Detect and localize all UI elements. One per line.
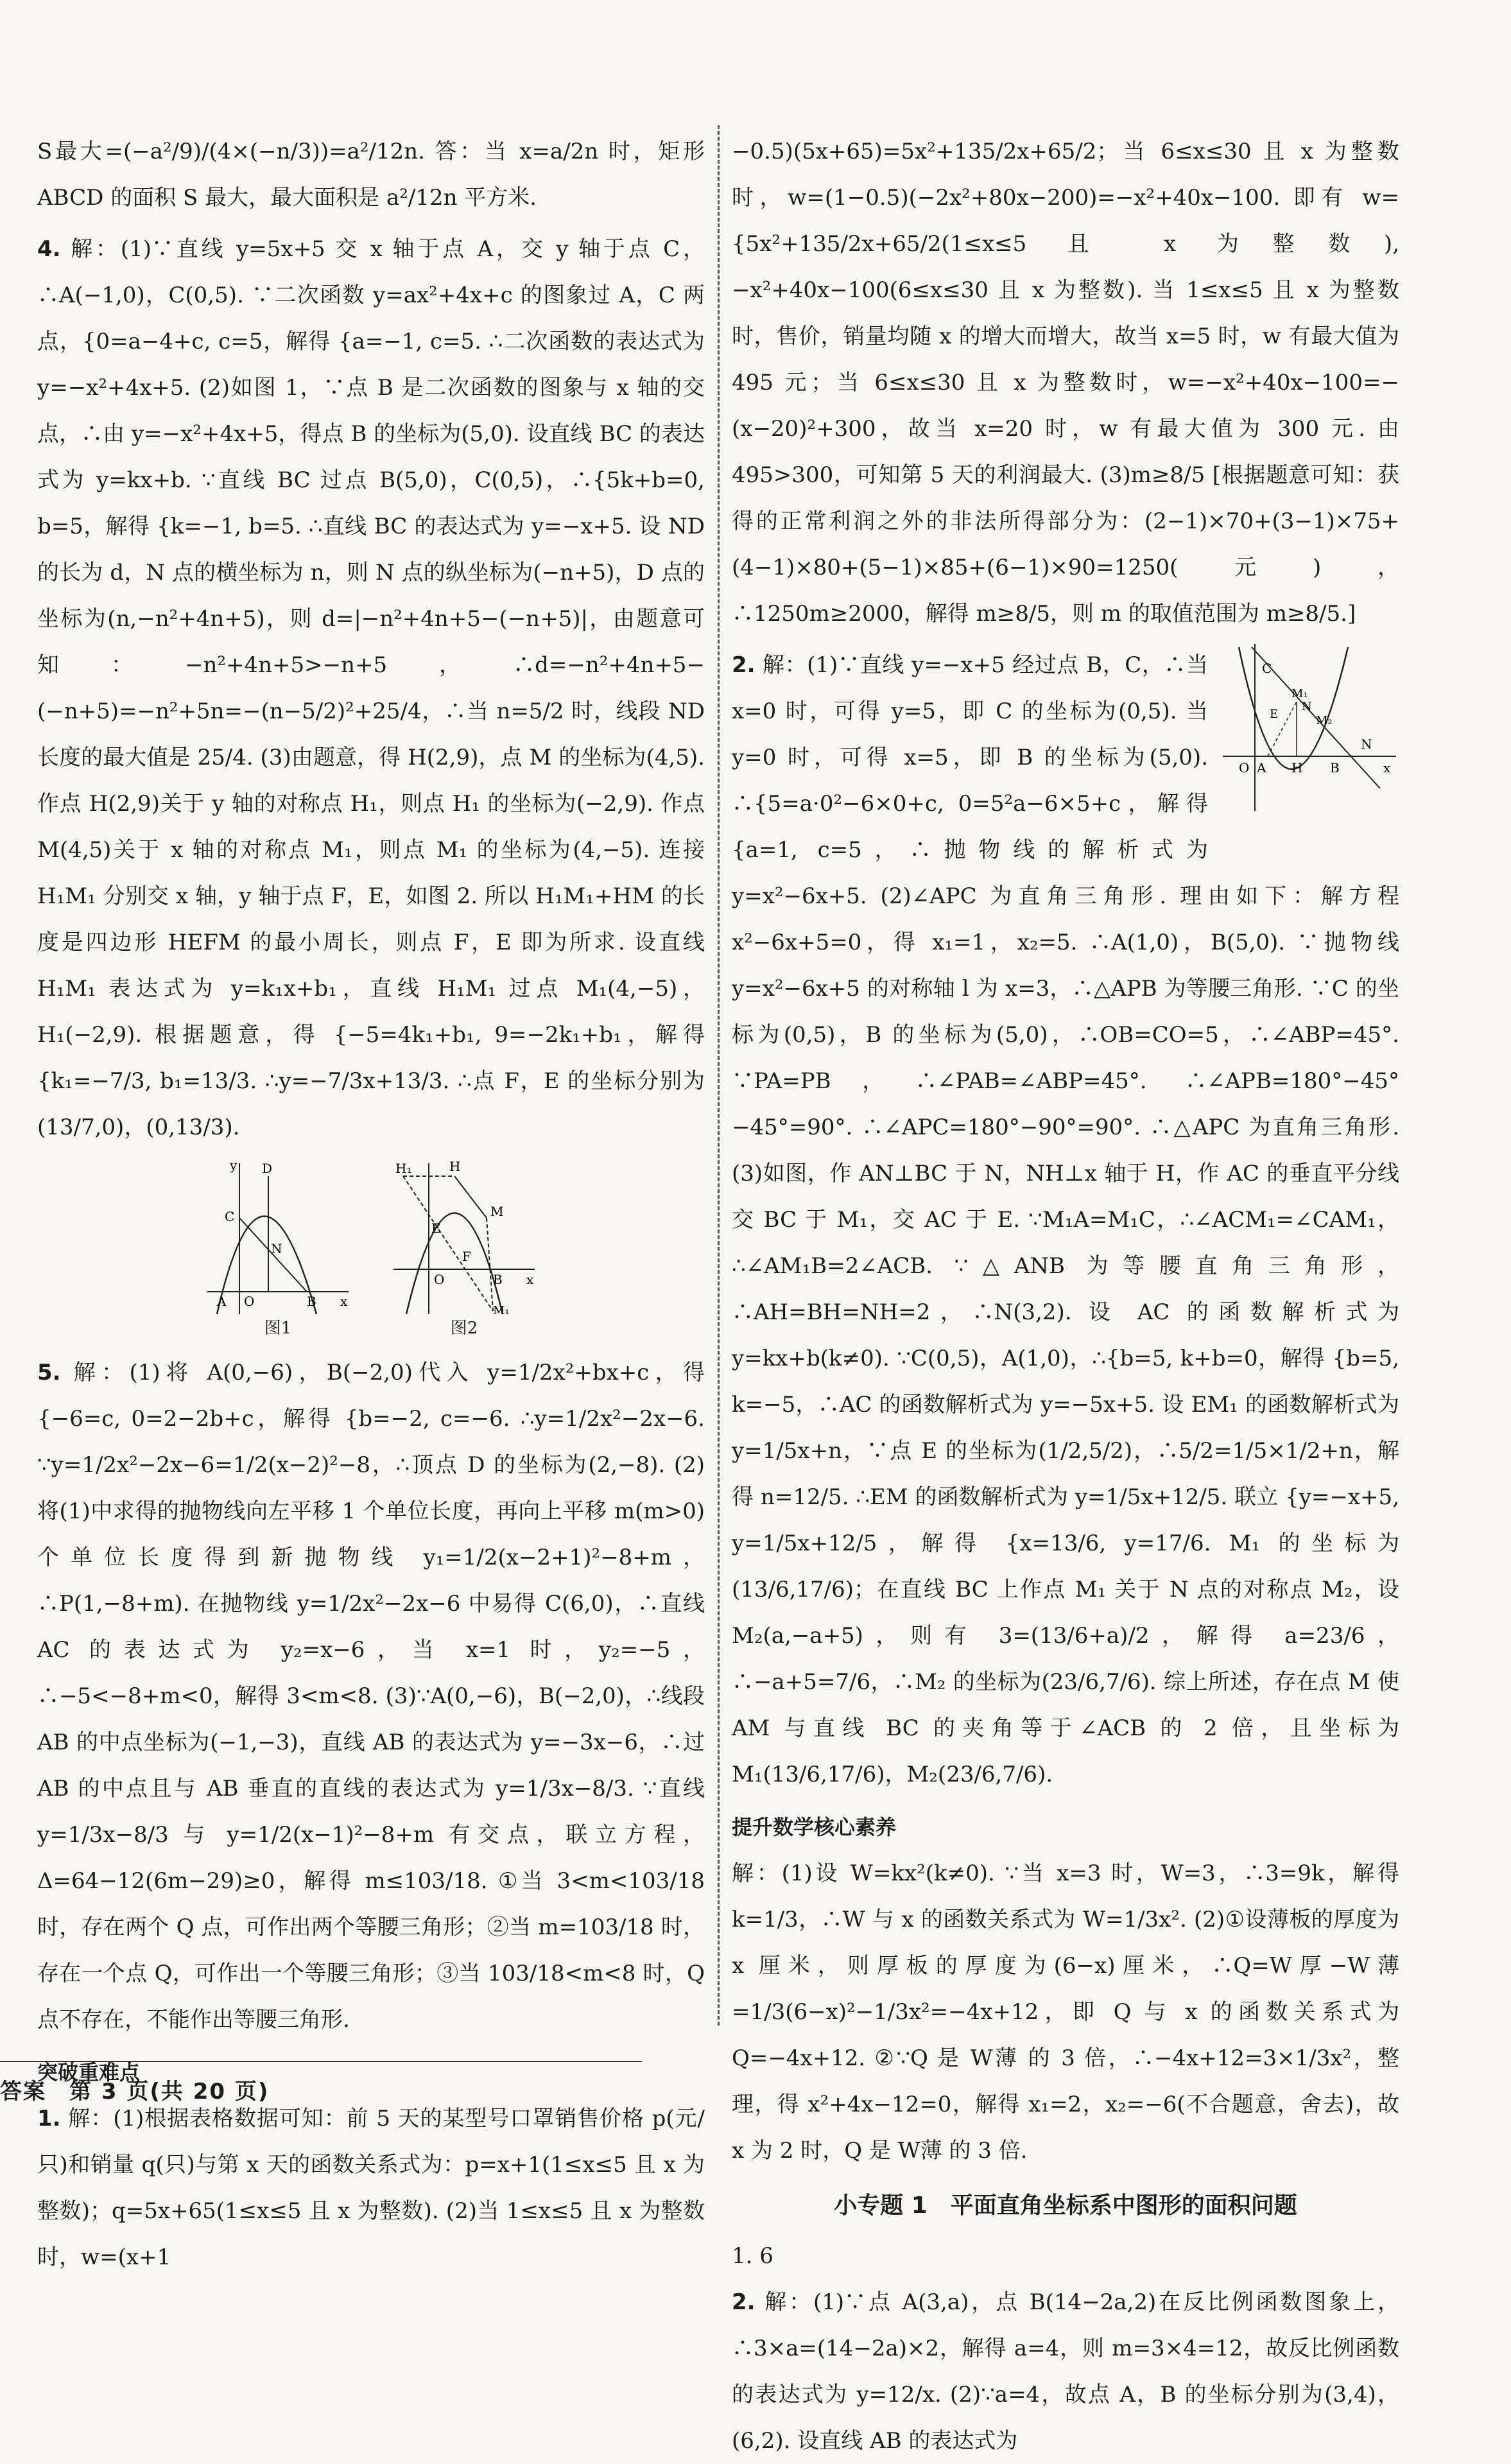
- answer-b1: [37, 2095, 705, 2280]
- topic-answer-2-text: 解：(1)∵点 A(3,a)，点 B(14−2a,2)在反比例函数图象上，∴3×a=(14−2a)×2，解得 a=4，则 m=3×4=12，故反比例函数的表达式为 y=12/x. (2)∵a=4，故点 A，B 的坐标分别为(3,4)，(6,2). 设直线 AB 的表达式为: [732, 2289, 1399, 2454]
- figure-1: [204, 1157, 352, 1339]
- figure-1-graph: [204, 1157, 352, 1317]
- answer-b1-text: 解：(1)根据表格数据可知：前 5 天的某型号口罩销售价格 p(元/只)和销量 q(只)与第 x 天的函数关系式为：p=x+1(1≤x≤5 且 x 为整数)；q=5x+65(1≤x≤5 且 x 为整数). (2)当 1≤x≤5 且 x 为整数时，w=(x+1: [37, 2106, 705, 2270]
- figure-3: [1220, 641, 1399, 830]
- left-column: [37, 128, 705, 2280]
- svg-text:C: C: [225, 1209, 235, 1224]
- svg-text:M: M: [490, 1204, 504, 1219]
- footer-rule: [0, 2061, 642, 2062]
- svg-text:x: x: [526, 1272, 534, 1287]
- svg-text:B: B: [493, 1272, 503, 1287]
- figure-2-caption: 图2: [450, 1319, 478, 1338]
- svg-text:O: O: [244, 1294, 255, 1309]
- answer-b1-number: 1.: [37, 2106, 61, 2131]
- svg-text:F: F: [462, 1249, 471, 1264]
- answer-b2-text: 解：(1)∵直线 y=−x+5 经过点 B，C，∴当 x=0 时，可得 y=5，即 C 的坐标为(0,5). 当 y=0 时，可得 x=5，即 B 的坐标为(5,0). ∴{5=a·0²−6×0+c, 0=5²a−6×5+c，解得 {a=1, c=5，∴抛物线的解析式为 y=x²−6x+5. (2)∠APC 为直角三角形. 理由如下：解方程 x²−6x+5=0，得 x₁=1，x₂=5. ∴A(1,0)，B(5,0). ∵抛物线 y=x²−6x+5 的对称轴 l 为 x=3，∴△APB 为等腰三角形. ∵C 的坐标为(0,5)，B 的坐标为(5,0)，∴OB=CO=5，∴∠ABP=45°. ∵PA=PB，∴∠PAB=∠ABP=45°. ∴∠APB=180°−45°−45°=90°. ∴∠APC=180°−90°=90°. ∴△APC 为直角三角形. (3)如图，作 AN⊥BC 于 N，NH⊥x 轴于 H，作 AC 的垂直平分线交 BC 于 M₁，交 AC 于 E. ∵M₁A=M₁C，∴∠ACM₁=∠CAM₁，∴∠AM₁B=2∠ACB. ∵△ANB 为等腰直角三角形，∴AH=BH=NH=2，∴N(3,2). 设 AC 的函数解析式为 y=kx+b(k≠0). ∵C(0,5)，A(1,0)，∴{b=5, k+b=0，解得 {b=5, k=−5，∴AC 的函数解析式为 y=−5x+5. 设 EM₁ 的函数解析式为 y=1/5x+n，∵点 E 的坐标为(1/2,5/2)，∴5/2=1/5×1/2+n，解得 n=12/5. ∴EM 的函数解析式为 y=1/5x+12/5. 联立 {y=−x+5, y=1/5x+12/5，解得 {x=13/6, y=17/6. M₁ 的坐标为(13/6,17/6)；在直线 BC 上作点 M₁ 关于 N 点的对称点 M₂，设 M₂(a,−a+5)，则有 3=(13/6+a)/2，解得 a=23/6，∴−a+5=7/6，∴M₂ 的坐标为(23/6,7/6). 综上所述，存在点 M 使 AM 与直线 BC 的夹角等于∠ACB 的 2 倍，且坐标为 M₁(13/6,17/6)，M₂(23/6,7/6).: [732, 652, 1399, 1787]
- right-column: [732, 128, 1399, 2464]
- svg-text:x: x: [340, 1294, 348, 1309]
- answer-4-number: 4.: [37, 236, 61, 262]
- answer-4-text: 解：(1)∵直线 y=5x+5 交 x 轴于点 A，交 y 轴于点 C，∴A(−1,0)，C(0,5). ∵二次函数 y=ax²+4x+c 的图象过 A，C 两点，{0=a−4+c, c=5，解得 {a=−1, c=5. ∴二次函数的表达式为 y=−x²+4x+5. (2)如图 1，∵点 B 是二次函数的图象与 x 轴的交点，∴由 y=−x²+4x+5，得点 B 的坐标为(5,0). 设直线 BC 的表达式为 y=kx+b. ∵直线 BC 过点 B(5,0)，C(0,5)，∴{5k+b=0, b=5，解得 {k=−1, b=5. ∴直线 BC 的表达式为 y=−x+5. 设 ND 的长为 d，N 点的横坐标为 n，则 N 点的纵坐标为(−n+5)，D 点的坐标为(n,−n²+4n+5)，则 d=|−n²+4n+5−(−n+5)|，由题意可知：−n²+4n+5>−n+5，∴d=−n²+4n+5−(−n+5)=−n²+5n=−(n−5/2)²+25/4，∴当 n=5/2 时，线段 ND 长度的最大值是 25/4. (3)由题意，得 H(2,9)，点 M 的坐标为(4,5). 作点 H(2,9)关于 y 轴的对称点 H₁，则点 H₁ 的坐标为(−2,9). 作点 M(4,5)关于 x 轴的对称点 M₁，则点 M₁ 的坐标为(4,−5). 连接 H₁M₁ 分别交 x 轴，y 轴于点 F，E，如图 2. 所以 H₁M₁+HM 的长度是四边形 HEFM 的最小周长，则点 F，E 即为所求. 设直线 H₁M₁ 表达式为 y=k₁x+b₁，直线 H₁M₁ 过点 M₁(4,−5)，H₁(−2,9). 根据题意，得 {−5=4k₁+b₁, 9=−2k₁+b₁，解得 {k₁=−7/3, b₁=13/3. ∴y=−7/3x+13/3. ∴点 F，E 的坐标分别为(13/7,0)，(0,13/3).: [37, 236, 705, 1140]
- answer-5-number: 5.: [37, 1360, 61, 1385]
- answer-b2-number: 2.: [732, 652, 756, 678]
- svg-text:N: N: [1302, 700, 1312, 713]
- page-footer: 答案 第 3 页(共 20 页): [0, 2079, 270, 2104]
- svg-text:C: C: [1262, 661, 1272, 676]
- figure-2-graph: [390, 1157, 538, 1317]
- figure-3-graph: [1220, 641, 1399, 814]
- svg-text:H: H: [1291, 760, 1303, 776]
- figure-2: [390, 1157, 538, 1339]
- svg-text:A: A: [217, 1294, 227, 1309]
- answer-core: 解：(1)设 W=kx²(k≠0). ∵当 x=3 时，W=3，∴3=9k，解得 k=1/3，∴W 与 x 的函数关系式为 W=1/3x². (2)①设薄板的厚度为 x 厘米，则厚板的厚度为(6−x)厘米，∴Q=W厚−W薄=1/3(6−x)²−1/3x²=−4x+12，即 Q 与 x 的函数关系式为 Q=−4x+12. ②∵Q 是 W薄 的 3 倍，∴−4x+12=3×1/3x²，整理，得 x²+4x−12=0，解得 x₁=2，x₂=−6(不合题意，舍去)，故 x 为 2 时，Q 是 W薄 的 3 倍.: [732, 1861, 1399, 2164]
- svg-text:y: y: [230, 1158, 237, 1173]
- svg-text:M₁: M₁: [493, 1304, 510, 1317]
- topic-answer-2-number: 2.: [732, 2289, 756, 2315]
- section-title-core-literacy: 提升数学核心素养: [732, 1815, 897, 1839]
- svg-text:O: O: [434, 1272, 445, 1287]
- svg-text:H: H: [449, 1159, 461, 1174]
- svg-text:x: x: [1383, 760, 1391, 776]
- answer-3-tail: S最大=(−a²/9)/(4×(−n/3))=a²/12n. 答：当 x=a/2n 时，矩形 ABCD 的面积 S 最大，最大面积是 a²/12n 平方米.: [37, 139, 705, 211]
- svg-text:E: E: [1270, 707, 1279, 721]
- svg-text:B: B: [307, 1294, 316, 1309]
- svg-text:A: A: [1257, 760, 1266, 776]
- answer-5-text: 解：(1)将 A(0,−6)，B(−2,0)代入 y=1/2x²+bx+c，得 {−6=c, 0=2−2b+c，解得 {b=−2, c=−6. ∴y=1/2x²−2x−6. ∵y=1/2x²−2x−6=1/2(x−2)²−8，∴顶点 D 的坐标为(2,−8). (2)将(1)中求得的抛物线向左平移 1 个单位长度，再向上平移 m(m>0)个单位长度得到新抛物线 y₁=1/2(x−2+1)²−8+m，∴P(1,−8+m). 在抛物线 y=1/2x²−2x−6 中易得 C(6,0)，∴直线 AC 的表达式为 y₂=x−6，当 x=1 时，y₂=−5，∴−5<−8+m<0，解得 3<m<8. (3)∵A(0,−6)，B(−2,0)，∴线段 AB 的中点坐标为(−1,−3)，直线 AB 的表达式为 y=−3x−6，∴过 AB 的中点且与 AB 垂直的直线的表达式为 y=1/3x−8/3. ∵直线 y=1/3x−8/3 与 y=1/2(x−1)²−8+m 有交点，联立方程，Δ=64−12(6m−29)≥0，解得 m≤103/18. ①当 3<m<103/18 时，存在两个 Q 点，可作出两个等腰三角形；②当 m=103/18 时，存在一个点 Q，可作出一个等腰三角形；③当 103/18<m<8 时，Q 点不存在，不能作出等腰三角形.: [37, 1360, 705, 2033]
- column-divider: [718, 125, 720, 2026]
- topic-title: 小专题 1 平面直角坐标系中图形的面积问题: [834, 2192, 1297, 2219]
- answer-5: [37, 1349, 705, 2043]
- svg-text:N: N: [271, 1241, 282, 1256]
- svg-text:N: N: [1361, 736, 1372, 752]
- answer-b1-continued: −0.5)(5x+65)=5x²+135/2x+65/2；当 6≤x≤30 且 x 为整数时，w=(1−0.5)(−2x²+80x−200)=−x²+40x−100. 即有 w={5x²+135/2x+65/2(1≤x≤5 且 x 为整数), −x²+40x−100(6≤x≤30 且 x 为整数). 当 1≤x≤5 且 x 为整数时，售价，销量均随 x 的增大而增大，故当 x=5 时，w 有最大值为 495 元；当 6≤x≤30 且 x 为整数时，w=−x²+40x−100=−(x−20)²+300，故当 x=20 时，w 有最大值为 300 元. 由 495>300，可知第 5 天的利润最大. (3)m≥8/5 [根据题意可知：获得的正常利润之外的非法所得部分为：(2−1)×70+(3−1)×75+(4−1)×80+(5−1)×85+(6−1)×90=1250(元)，∴1250m≥2000，解得 m≥8/5，则 m 的取值范围为 m≥8/5.]: [732, 139, 1399, 627]
- svg-text:O: O: [1239, 760, 1250, 776]
- topic-answer-2: [732, 2279, 1399, 2464]
- figures-row: [37, 1157, 705, 1339]
- topic-answer-1: 1. 6: [732, 2243, 773, 2269]
- svg-text:D: D: [262, 1161, 273, 1176]
- figure-1-caption: 图1: [264, 1319, 292, 1338]
- svg-text:H₁: H₁: [395, 1161, 412, 1176]
- answer-4: [37, 226, 705, 1150]
- svg-text:M₂: M₂: [1316, 714, 1333, 727]
- svg-text:M₁: M₁: [1291, 687, 1308, 700]
- svg-text:B: B: [1330, 760, 1340, 776]
- svg-text:E: E: [431, 1220, 441, 1236]
- section-title-breakthrough: 突破重难点: [37, 2060, 141, 2085]
